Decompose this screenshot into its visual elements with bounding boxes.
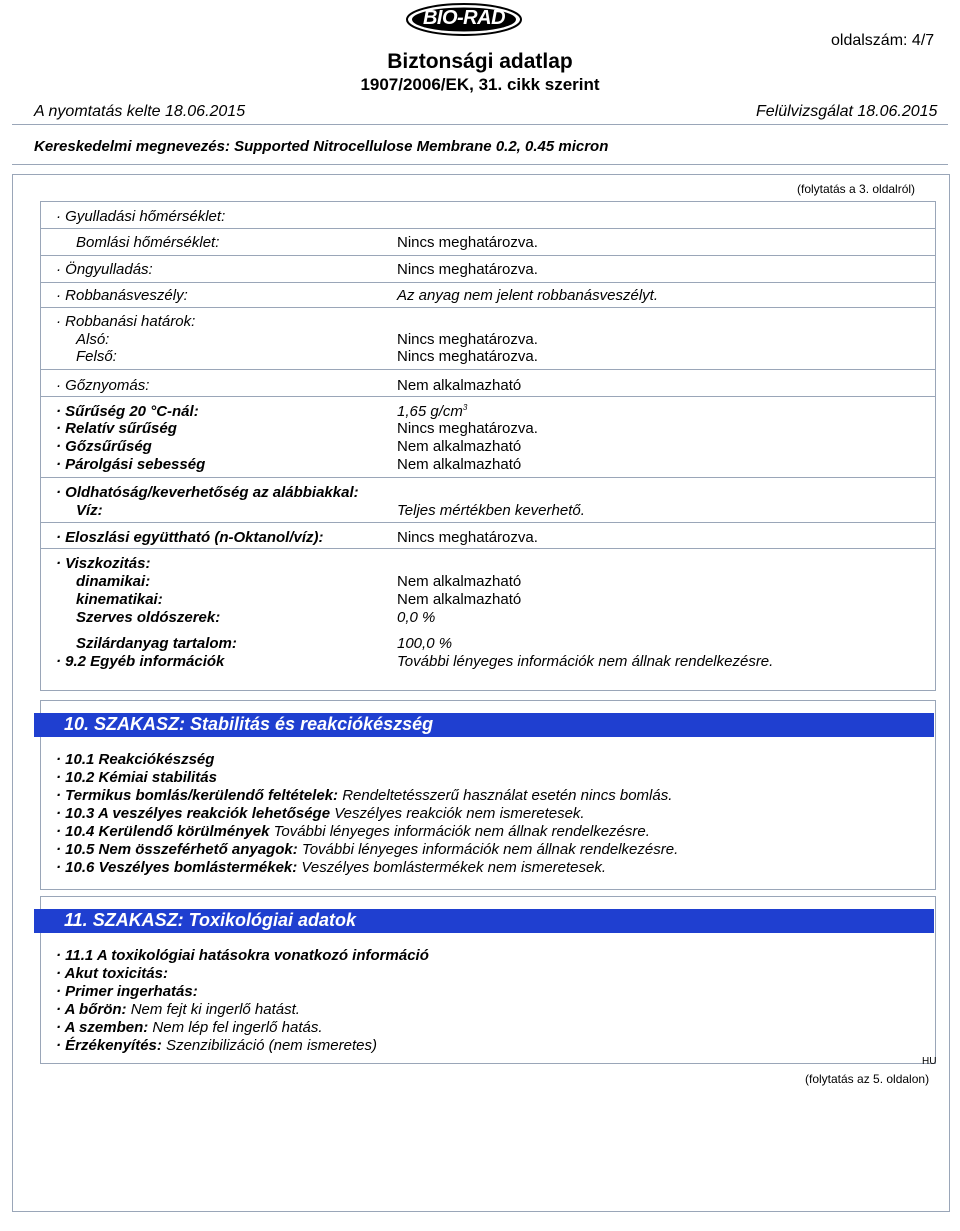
density-exponent: 3 [462, 403, 468, 412]
s11-line-5-value: Nem lép fel ingerlő hatás. [148, 1019, 323, 1036]
section11-heading-bar [34, 909, 934, 933]
s10-line-6-label: · 10.5 Nem összeférhető anyagok: [56, 841, 298, 858]
partition-coefficient-label: · Eloszlási együttható (n-Oktanol/víz): [56, 529, 324, 546]
solids-content-value: 100,0 % [397, 635, 453, 652]
row-divider [40, 548, 935, 549]
decomp-temp-label: Bomlási hőmérséklet: [76, 234, 220, 251]
density-label: · Sűrűség 20 °C-nál: [56, 403, 199, 420]
revision-date: Felülvizsgálat 18.06.2015 [756, 103, 938, 120]
section10-heading: 10. SZAKASZ: Stabilitás és reakciókészség [64, 714, 434, 734]
autoignition-label: · Öngyulladás: [56, 261, 153, 278]
solids-content-label: Szilárdanyag tartalom: [76, 635, 237, 652]
s11-line-2: · Akut toxicitás: [56, 965, 168, 982]
row-divider [40, 255, 935, 256]
s10-line-3-value: Rendeltetésszerű használat esetén nincs bomlás. [338, 787, 673, 804]
logo-text: BIO-RAD [422, 7, 506, 29]
upper-limit-label: Felső: [76, 348, 117, 365]
s11-line-4-value: Nem fejt ki ingerlő hatást. [126, 1001, 300, 1018]
lower-limit-value: Nincs meghatározva. [397, 331, 538, 348]
water-value: Teljes mértékben keverhető. [397, 502, 585, 519]
s10-line-6 [56, 841, 678, 858]
page-number: oldalszám: 4/7 [831, 32, 935, 49]
s11-line-4-label: · A bőrön: [56, 1001, 127, 1018]
vapour-density-label: · Gőzsűrűség [56, 438, 152, 455]
row-divider [40, 282, 935, 283]
header-divider [12, 124, 948, 125]
kinematic-viscosity-label: kinematikai: [76, 591, 163, 608]
trade-name-divider [12, 164, 948, 165]
section11-heading: 11. SZAKASZ: Toxikológiai adatok [64, 910, 357, 930]
s11-line-5 [56, 1019, 323, 1036]
s10-line-4-label: · 10.3 A veszélyes reakciók lehetősége [56, 805, 331, 822]
dynamic-viscosity-label: dinamikai: [76, 573, 151, 590]
row-divider [40, 369, 935, 370]
s11-line-3: · Primer ingerhatás: [56, 983, 198, 1000]
s10-line-3 [56, 787, 672, 804]
print-date: A nyomtatás kelte 18.06.2015 [34, 103, 246, 120]
kinematic-viscosity-value: Nem alkalmazható [397, 591, 522, 608]
density-value [397, 403, 467, 420]
row-divider [40, 396, 935, 397]
solubility-label: · Oldhatóság/keverhetőség az alábbiakkal: [56, 484, 359, 501]
row-divider [40, 477, 935, 478]
vapour-density-value: Nem alkalmazható [397, 438, 522, 455]
vapour-pressure-value: Nem alkalmazható [397, 377, 522, 394]
s10-line-6-value: További lényeges információk nem állnak rendelkezésre. [297, 841, 679, 858]
s11-line-6-value: Szenzibilizáció (nem ismeretes) [161, 1037, 377, 1054]
evaporation-rate-label: · Párolgási sebesség [56, 456, 206, 473]
vapour-pressure-label: · Gőznyomás: [56, 377, 150, 394]
s10-line-4 [56, 805, 585, 822]
density-number: 1,65 g/cm [397, 403, 463, 420]
document-subtitle: 1907/2006/EK, 31. cikk szerint [360, 75, 600, 94]
evaporation-rate-value: Nem alkalmazható [397, 456, 522, 473]
organic-solvents-label: Szerves oldószerek: [76, 609, 221, 626]
upper-limit-value: Nincs meghatározva. [397, 348, 538, 365]
language-code: HU [922, 1056, 937, 1067]
document-title: Biztonsági adatlap [387, 50, 573, 73]
s11-line-1: · 11.1 A toxikológiai hatásokra vonatkozó információ [56, 947, 429, 964]
explosion-hazard-label: · Robbanásveszély: [56, 287, 188, 304]
continued-from: (folytatás a 3. oldalról) [797, 182, 916, 196]
s11-line-4 [56, 1001, 300, 1018]
s11-line-6-label: · Érzékenyítés: [56, 1037, 162, 1054]
s10-line-5 [56, 823, 650, 840]
s10-line-7 [56, 859, 606, 876]
s10-line-7-label: · 10.6 Veszélyes bomlástermékek: [56, 859, 298, 876]
s10-line-5-value: További lényeges információk nem állnak rendelkezésre. [269, 823, 650, 840]
other-info-value: További lényeges információk nem állnak rendelkezésre. [397, 653, 774, 670]
s11-line-5-label: · A szemben: [56, 1019, 149, 1036]
ignition-temp-label: · Gyulladási hőmérséklet: [56, 208, 226, 225]
s10-line-2: · 10.2 Kémiai stabilitás [56, 769, 217, 786]
autoignition-value: Nincs meghatározva. [397, 261, 538, 278]
lower-limit-label: Alsó: [76, 331, 110, 348]
other-info-label: · 9.2 Egyéb információk [56, 653, 225, 670]
row-divider [40, 522, 935, 523]
explosion-limits-label: · Robbanási határok: [56, 313, 196, 330]
water-label: Víz: [76, 502, 103, 519]
viscosity-label: · Viszkozitás: [56, 555, 151, 572]
row-divider [40, 307, 935, 308]
s10-line-4-value: Veszélyes reakciók nem ismeretesek. [330, 805, 585, 822]
explosion-hazard-value: Az anyag nem jelent robbanásveszélyt. [397, 287, 658, 304]
s10-line-5-label: · 10.4 Kerülendő körülmények [56, 823, 270, 840]
s11-line-6 [56, 1037, 377, 1054]
trade-name: Kereskedelmi megnevezés: Supported Nitrocellulose Membrane 0.2, 0.45 micron [34, 138, 609, 155]
continued-to: (folytatás az 5. oldalon) [805, 1072, 930, 1086]
partition-coefficient-value: Nincs meghatározva. [397, 529, 538, 546]
s10-line-3-label: · Termikus bomlás/kerülendő feltételek: [56, 787, 339, 804]
relative-density-value: Nincs meghatározva. [397, 420, 538, 437]
row-divider [40, 228, 935, 229]
decomp-temp-value: Nincs meghatározva. [397, 234, 538, 251]
dynamic-viscosity-value: Nem alkalmazható [397, 573, 522, 590]
organic-solvents-value: 0,0 % [397, 609, 436, 626]
s10-line-1: · 10.1 Reakciókészség [56, 751, 215, 768]
relative-density-label: · Relatív sűrűség [56, 420, 177, 437]
s10-line-7-value: Veszélyes bomlástermékek nem ismeretesek. [297, 859, 606, 876]
section10-heading-bar [34, 713, 934, 737]
